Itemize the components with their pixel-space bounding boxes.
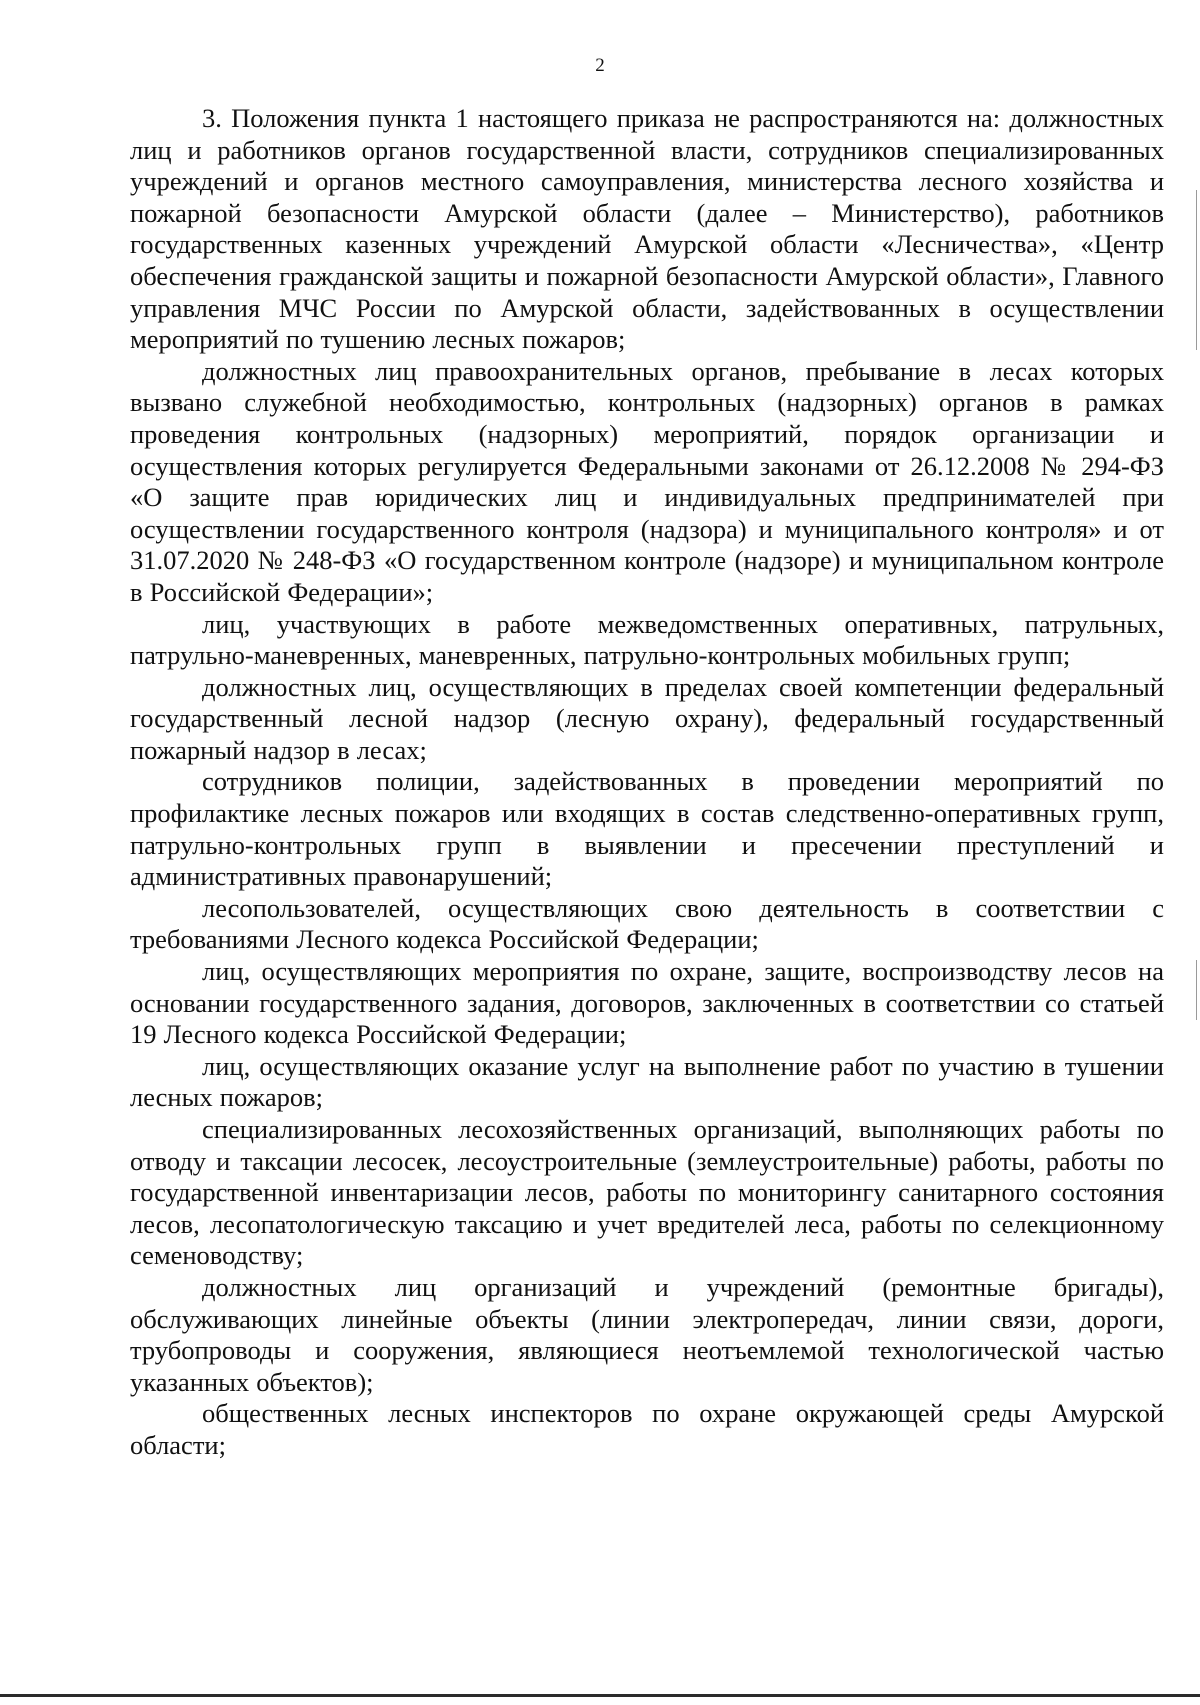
paragraph-police-officers: сотрудников полиции, задействованных в проведении мероприятий по профилактике лесных пожаров или входящих в состав следственно-оперативных групп, патрульно-контрольных групп в выявлении и пресечении преступлений и административных правонарушений; xyxy=(130,766,1164,892)
paragraph-public-forest-inspectors: общественных лесных инспекторов по охране окружающей среды Амурской области; xyxy=(130,1398,1164,1460)
paragraph-forest-users: лесопользователей, осуществляющих свою деятельность в соответствии с требованиями Лесного кодекса Российской Федерации; xyxy=(130,892,1164,955)
paragraph-mobile-groups: лиц, участвующих в работе межведомственных оперативных, патрульных, патрульно-маневренных, маневренных, патрульно-контрольных мобильных групп; xyxy=(130,608,1164,671)
scan-bottom-edge xyxy=(0,1694,1200,1697)
document-body xyxy=(130,103,1164,1462)
scan-edge-mark xyxy=(1196,190,1197,350)
paragraph-firefighting-service-providers: лиц, осуществляющих оказание услуг на выполнение работ по участию в тушении лесных пожаров; xyxy=(130,1050,1164,1113)
paragraph-specialized-forestry-organizations: специализированных лесохозяйственных организаций, выполняющих работы по отводу и таксации лесосек, лесоустроительные (землеустроительные) работы, работы по государственной инвентаризации лесов, работы по мониторингу санитарного состояния лесов, лесопатологическую таксацию и учет вредителей леса, работы по селекционному семеноводству; xyxy=(130,1114,1164,1271)
paragraph-forest-protection-persons: лиц, осуществляющих мероприятия по охране, защите, воспроизводству лесов на основании государственного задания, договоров, заключенных в соответствии со статьей 19 Лесного кодекса Российской Федерации; xyxy=(130,956,1164,1050)
paragraph-point-3-intro: 3. Положения пункта 1 настоящего приказа не распространяются на: должностных лиц и работников органов государственной власти, сотрудников специализированных учреждений и органов местного самоуправления, министерства лесного хозяйства и пожарной безопасности Амурской области (далее – Министерство), работников государственных казенных учреждений Амурской области «Лесничества», «Центр обеспечения гражданской защиты и пожарной безопасности Амурской области», Главного управления МЧС России по Амурской области, задействованных в осуществлении мероприятий по тушению лесных пожаров; xyxy=(130,103,1164,355)
page-number: 2 xyxy=(595,55,605,76)
scan-edge-mark xyxy=(1196,960,1197,1020)
paragraph-forest-supervision-officials: должностных лиц, осуществляющих в пределах своей компетенции федеральный государственный лесной надзор (лесную охрану), федеральный государственный пожарный надзор в лесах; xyxy=(130,671,1164,765)
paragraph-linear-objects-officials: должностных лиц организаций и учреждений (ремонтные бригады), обслуживающих линейные объекты (линии электропередач, линии связи, дороги, трубопроводы и сооружения, являющиеся неотъемлемой технологической частью указанных объектов); xyxy=(130,1271,1164,1397)
paragraph-law-enforcement-officials: должностных лиц правоохранительных органов, пребывание в лесах которых вызвано служебной необходимостью, контрольных (надзорных) органов в рамках проведения контрольных (надзорных) мероприятий, порядок организации и осуществления которых регулируется Федеральными законами от 26.12.2008 № 294-ФЗ «О защите прав юридических лиц и индивидуальных предпринимателей при осуществлении государственного контроля (надзора) и муниципального контроля» и от 31.07.2020 № 248-ФЗ «О государственном контроле (надзоре) и муниципальном контроле в Российской Федерации»; xyxy=(130,355,1164,607)
